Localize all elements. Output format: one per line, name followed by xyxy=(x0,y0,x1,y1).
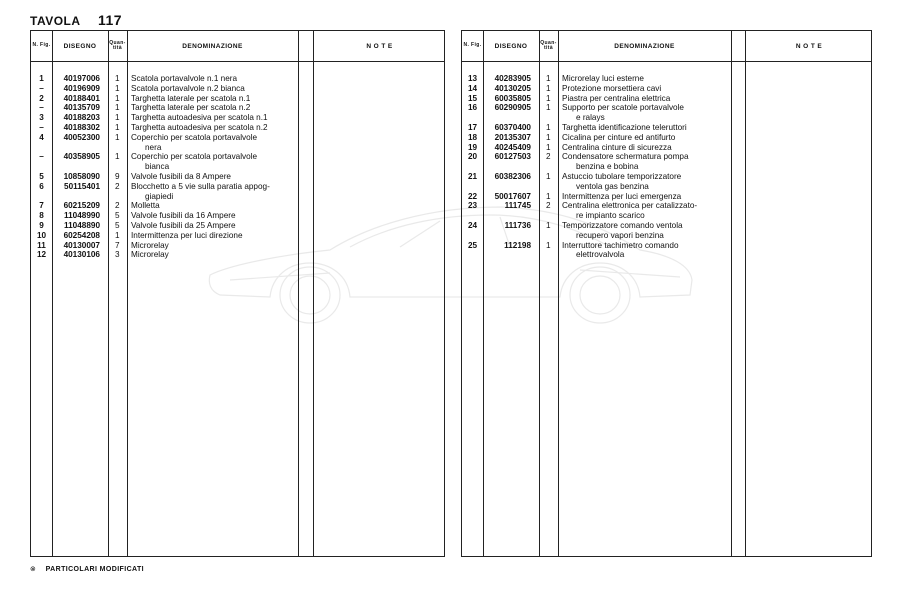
cell-disegno: 60290905 xyxy=(494,103,531,113)
cell-disegno: 11048890 xyxy=(64,220,100,230)
table-row xyxy=(462,172,871,192)
column-header-fig: N. Fig. xyxy=(463,42,482,49)
cell-denominazione: Valvole fusibili da 8 Ampere xyxy=(131,171,231,181)
cell-denominazione: Coperchio per scatola portavalvole xyxy=(131,152,258,162)
column-header-disegno: DISEGNO xyxy=(63,42,97,50)
cell-denominazione: Microrelay xyxy=(131,250,169,260)
cell-fig: – xyxy=(39,83,44,93)
cell-quantita: 1 xyxy=(546,83,551,93)
cell-fig: 24 xyxy=(467,220,478,230)
cell-denominazione: Centralina elettronica per catalizzato- xyxy=(562,201,698,211)
cell-fig: 11 xyxy=(37,240,46,250)
parts-table-left xyxy=(30,30,445,557)
cell-denominazione: recupero vapori benzina xyxy=(576,230,664,240)
cell-disegno: 50115401 xyxy=(64,181,100,191)
cell-disegno: 40283905 xyxy=(494,74,531,83)
cell-fig: 9 xyxy=(39,220,44,230)
cell-disegno: 111745 xyxy=(504,201,531,211)
cell-denominazione: ventola gas benzina xyxy=(576,181,649,191)
table-row xyxy=(31,231,444,241)
cell-denominazione: Microrelay xyxy=(131,240,169,250)
cell-quantita: 1 xyxy=(546,132,551,142)
cell-disegno: 40188203 xyxy=(63,113,100,123)
cell-quantita: 1 xyxy=(546,93,551,103)
cell-quantita: 2 xyxy=(546,201,551,211)
cell-quantita: 1 xyxy=(115,132,120,142)
cell-quantita: 1 xyxy=(546,122,551,132)
table-row xyxy=(31,241,444,251)
cell-denominazione: Temporizzatore comando ventola xyxy=(562,220,683,230)
cell-disegno: 40130205 xyxy=(494,83,531,93)
table-row xyxy=(462,221,871,241)
cell-fig: 1 xyxy=(39,74,44,83)
cell-quantita: 1 xyxy=(115,113,120,123)
cell-denominazione: Protezione morsettiera cavi xyxy=(562,83,662,93)
cell-quantita: 2 xyxy=(115,201,120,211)
cell-denominazione: Supporto per scatole portavalvole xyxy=(562,103,684,113)
table-row xyxy=(462,241,871,261)
table-row xyxy=(31,123,444,133)
table-row xyxy=(31,152,444,172)
cell-quantita: 1 xyxy=(115,103,120,113)
cell-disegno: 40188401 xyxy=(63,93,100,103)
cell-quantita: 2 xyxy=(546,152,551,162)
cell-disegno: 40197006 xyxy=(63,74,100,83)
table-row xyxy=(31,133,444,153)
cell-disegno: 111736 xyxy=(504,220,531,230)
cell-quantita: 9 xyxy=(115,171,120,181)
page-title xyxy=(30,12,122,28)
table-row xyxy=(462,133,871,143)
table-number: 117 xyxy=(97,12,123,28)
cell-denominazione: re impianto scarico xyxy=(576,211,645,221)
cell-quantita: 7 xyxy=(115,240,120,250)
cell-quantita: 3 xyxy=(115,250,120,260)
cell-disegno: 60370400 xyxy=(494,122,531,132)
table-row xyxy=(462,103,871,123)
table-row xyxy=(31,211,444,221)
column-header-denominazione: DENOMINAZIONE xyxy=(614,42,675,50)
cell-denominazione: Targhetta autoadesiva per scatola n.2 xyxy=(131,122,268,132)
cell-quantita: 5 xyxy=(115,211,120,221)
cell-denominazione: Scatola portavalvole n.1 nera xyxy=(131,74,238,83)
table-row xyxy=(462,74,871,84)
cell-fig: 12 xyxy=(36,250,47,260)
cell-fig: 23 xyxy=(467,201,478,211)
cell-denominazione: Molletta xyxy=(131,201,160,211)
cell-quantita: 1 xyxy=(546,171,551,181)
table-row xyxy=(31,172,444,182)
cell-disegno: 40135709 xyxy=(63,103,100,113)
cell-disegno: 40196909 xyxy=(63,83,100,93)
cell-denominazione: Intermittenza per luci emergenza xyxy=(562,191,682,201)
cell-denominazione: Condensatore schermatura pompa xyxy=(562,152,689,162)
cell-fig: 8 xyxy=(39,211,44,221)
column-header-quantita: Quan- tità xyxy=(109,39,126,51)
column-header-fig: N. Fig. xyxy=(32,42,51,49)
cell-denominazione: benzina e bobina xyxy=(576,162,639,172)
cell-fig: 2 xyxy=(39,93,44,103)
cell-quantita: 1 xyxy=(115,122,120,132)
cell-disegno: 40358905 xyxy=(63,152,100,162)
table-rows xyxy=(462,74,871,260)
parts-table-right xyxy=(461,30,872,557)
modified-marker-icon: ⊗ xyxy=(30,566,37,573)
cell-fig: 3 xyxy=(39,113,44,123)
table-row xyxy=(31,103,444,113)
cell-fig: 18 xyxy=(467,132,478,142)
cell-disegno: 50017607 xyxy=(494,191,531,201)
column-header-quantita: Quan- tità xyxy=(540,39,557,51)
cell-disegno: 20135307 xyxy=(494,132,531,142)
cell-denominazione: elettrovalvola xyxy=(576,250,625,260)
cell-fig: 21 xyxy=(467,171,478,181)
table-row xyxy=(31,182,444,202)
cell-fig: 19 xyxy=(467,142,478,152)
cell-denominazione: Targhetta identificazione teleruttori xyxy=(562,122,687,132)
cell-fig: 10 xyxy=(36,230,47,240)
column-header-note: N O T E xyxy=(366,42,393,50)
cell-quantita: 1 xyxy=(546,191,551,201)
cell-denominazione: bianca xyxy=(145,162,170,172)
cell-denominazione: Targhetta laterale per scatola n.2 xyxy=(131,103,251,113)
cell-fig: 13 xyxy=(467,74,478,83)
table-row xyxy=(462,152,871,172)
cell-fig: 7 xyxy=(39,201,44,211)
cell-disegno: 40130007 xyxy=(63,240,100,250)
cell-denominazione: Microrelay luci esterne xyxy=(562,74,644,83)
cell-disegno: 112198 xyxy=(504,240,531,250)
cell-disegno: 60215209 xyxy=(63,201,100,211)
cell-fig: 5 xyxy=(39,171,44,181)
cell-fig: – xyxy=(39,152,44,162)
cell-fig: – xyxy=(39,122,44,132)
cell-disegno: 60035805 xyxy=(494,93,531,103)
cell-fig: 25 xyxy=(467,240,478,250)
cell-quantita: 1 xyxy=(115,93,120,103)
cell-disegno: 40245409 xyxy=(494,142,531,152)
cell-quantita: 5 xyxy=(115,220,120,230)
cell-fig: 20 xyxy=(467,152,478,162)
column-header-note: N O T E xyxy=(795,42,823,50)
cell-denominazione: nera xyxy=(145,142,162,152)
cell-denominazione: Targhetta autoadesiva per scatola n.1 xyxy=(131,113,268,123)
cell-quantita: 1 xyxy=(115,83,120,93)
cell-denominazione: giapiedi xyxy=(145,191,174,201)
table-row xyxy=(462,143,871,153)
cell-quantita: 2 xyxy=(115,181,120,191)
cell-quantita: 1 xyxy=(115,230,120,240)
cell-disegno: 40052300 xyxy=(63,132,100,142)
cell-quantita: 1 xyxy=(546,220,551,230)
column-header-denominazione: DENOMINAZIONE xyxy=(182,42,243,50)
cell-denominazione: Valvole fusibili da 16 Ampere xyxy=(131,211,236,221)
footer-legend-text: PARTICOLARI MODIFICATI xyxy=(45,566,144,573)
cell-denominazione: Centralina cinture di sicurezza xyxy=(562,142,672,152)
cell-denominazione: Coperchio per scatola portavalvole xyxy=(131,132,258,142)
cell-quantita: 1 xyxy=(546,103,551,113)
cell-denominazione: Intermittenza per luci direzione xyxy=(131,230,243,240)
cell-quantita: 1 xyxy=(115,74,120,83)
cell-denominazione: e ralays xyxy=(576,113,605,123)
cell-disegno: 10858090 xyxy=(63,171,100,181)
cell-disegno: 60127503 xyxy=(494,152,531,162)
cell-fig: 17 xyxy=(467,122,478,132)
cell-fig: 15 xyxy=(467,93,478,103)
cell-disegno: 40188302 xyxy=(63,122,100,132)
table-row xyxy=(462,201,871,221)
cell-fig: 22 xyxy=(467,191,478,201)
cell-denominazione: Astuccio tubolare temporizzatore xyxy=(562,171,682,181)
cell-denominazione: Piastra per centralina elettrica xyxy=(562,93,671,103)
table-row xyxy=(31,113,444,123)
cell-denominazione: Valvole fusibili da 25 Ampere xyxy=(131,220,236,230)
cell-denominazione: Cicalina per cinture ed antifurto xyxy=(562,132,676,142)
table-row xyxy=(31,250,444,260)
table-row xyxy=(462,123,871,133)
cell-fig: 14 xyxy=(467,83,478,93)
table-rows xyxy=(31,74,444,260)
cell-denominazione: Targhetta laterale per scatola n.1 xyxy=(131,93,251,103)
cell-disegno: 11048990 xyxy=(64,211,100,221)
table-row xyxy=(31,201,444,211)
cell-quantita: 1 xyxy=(546,74,551,83)
page-title-label: TAVOLA xyxy=(30,14,81,28)
cell-quantita: 1 xyxy=(546,142,551,152)
table-row xyxy=(31,74,444,84)
cell-fig: 4 xyxy=(39,132,44,142)
table-row xyxy=(31,84,444,94)
table-row xyxy=(31,94,444,104)
cell-fig: 16 xyxy=(467,103,478,113)
table-row xyxy=(31,221,444,231)
column-header-disegno: DISEGNO xyxy=(494,42,528,50)
cell-denominazione: Blocchetto a 5 vie sulla paratia appog- xyxy=(131,181,270,191)
cell-disegno: 40130106 xyxy=(63,250,100,260)
cell-quantita: 1 xyxy=(546,240,551,250)
cell-disegno: 60254208 xyxy=(63,230,100,240)
cell-disegno: 60382306 xyxy=(494,171,531,181)
table-row xyxy=(462,192,871,202)
cell-denominazione: Interruttore tachimetro comando xyxy=(562,240,679,250)
cell-fig: 6 xyxy=(39,181,44,191)
cell-denominazione: Scatola portavalvole n.2 bianca xyxy=(131,83,245,93)
cell-quantita: 1 xyxy=(115,152,120,162)
footer-legend xyxy=(30,565,144,573)
table-row xyxy=(462,94,871,104)
cell-fig: – xyxy=(39,103,44,113)
table-row xyxy=(462,84,871,94)
